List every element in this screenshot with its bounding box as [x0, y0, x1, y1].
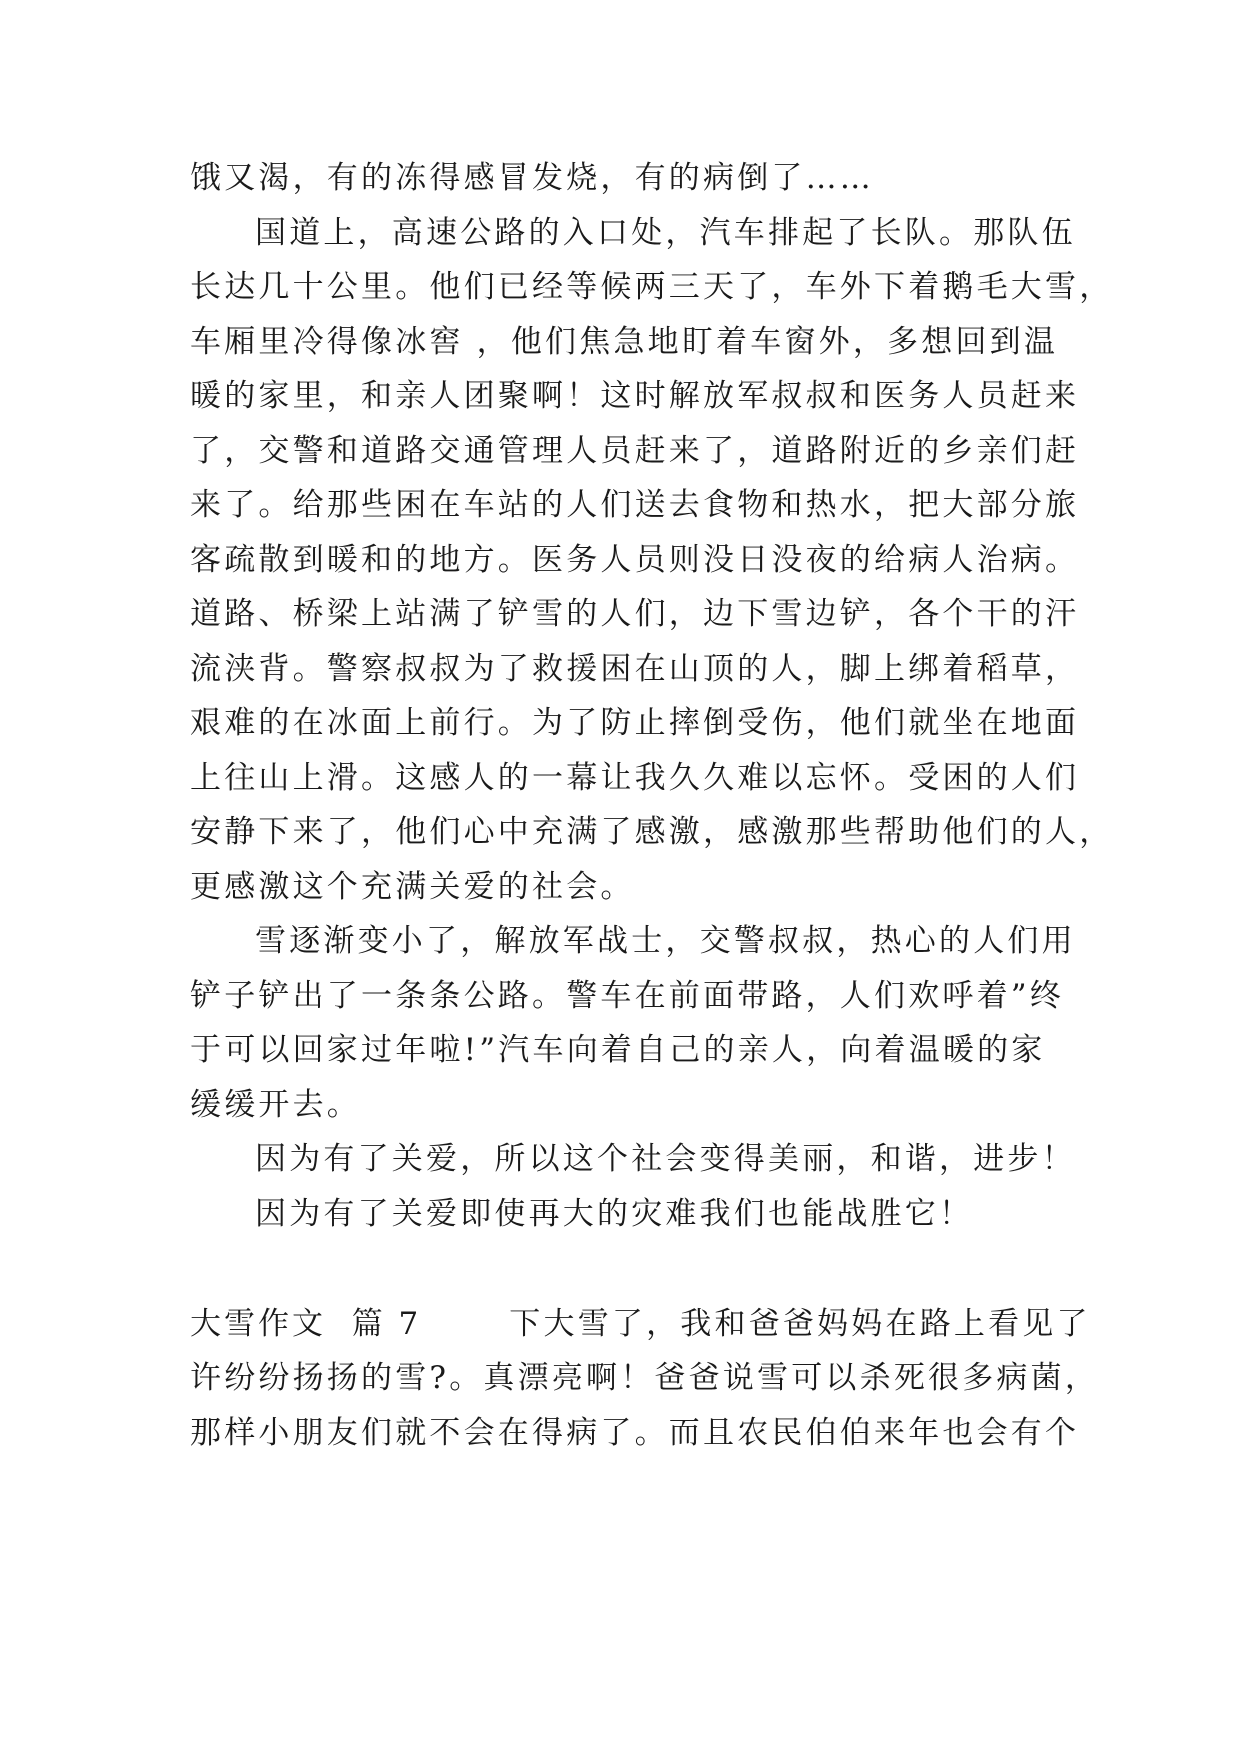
- paragraph-line: 许纷纷扬扬的雪?。真漂亮啊！爸爸说雪可以杀死很多病菌，: [190, 1360, 1100, 1396]
- paragraph-line: 国道上，高速公路的入口处，汽车排起了长队。那队伍: [255, 215, 1076, 251]
- paragraph-line: 铲子铲出了一条条公路。警车在前面带路，人们欢呼着”终: [190, 978, 1065, 1014]
- paragraph-line: 车厢里冷得像冰窖 ，他们焦急地盯着车窗外，多想回到温: [190, 324, 1059, 360]
- paragraph-line: 更感激这个充满关爱的社会。: [190, 869, 635, 905]
- paragraph-line: 饿又渴，有的冻得感冒发烧，有的病倒了……: [190, 160, 874, 196]
- paragraph-line: 长达几十公里。他们已经等候两三天了，车外下着鹅毛大雪，: [190, 269, 1114, 305]
- paragraph-line: 流浃背。警察叔叔为了救援困在山顶的人，脚上绑着稻草，: [190, 651, 1080, 687]
- paragraph-line: 来了。给那些困在车站的人们送去食物和热水，把大部分旅: [190, 487, 1080, 523]
- paragraph-line: 了，交警和道路交通管理人员赶来了，道路附近的乡亲们赶: [190, 433, 1080, 469]
- paragraph-line: 安静下来了，他们心中充满了感激，感激那些帮助他们的人，: [190, 814, 1114, 850]
- paragraph-line: 因为有了关爱，所以这个社会变得美丽，和谐，进步！: [255, 1141, 1076, 1177]
- section-label: 大雪作文 篇 7: [190, 1306, 422, 1342]
- paragraph-line: 缓缓开去。: [190, 1087, 361, 1123]
- section-heading-line: [190, 1304, 1091, 1344]
- paragraph-line: 因为有了关爱即使再大的灾难我们也能战胜它！: [255, 1196, 974, 1232]
- paragraph-line: 上往山上滑。这感人的一幕让我久久难以忘怀。受困的人们: [190, 760, 1080, 796]
- paragraph-line: 道路、桥梁上站满了铲雪的人们，边下雪边铲，各个干的汗: [190, 596, 1080, 632]
- paragraph-line: 那样小朋友们就不会在得病了。而且农民伯伯来年也会有个: [190, 1415, 1080, 1451]
- paragraph-line: 客疏散到暖和的地方。医务人员则没日没夜的给病人治病。: [190, 542, 1080, 578]
- paragraph-line: 雪逐渐变小了，解放军战士，交警叔叔，热心的人们用: [255, 923, 1076, 959]
- paragraph-line: 于可以回家过年啦!”汽车向着自己的亲人，向着温暖的家: [190, 1032, 1046, 1068]
- paragraph-line: 暖的家里，和亲人团聚啊！这时解放军叔叔和医务人员赶来: [190, 378, 1080, 414]
- section-first-line: 下大雪了，我和爸爸妈妈在路上看见了: [509, 1306, 1091, 1342]
- paragraph-line: 艰难的在冰面上前行。为了防止摔倒受伤，他们就坐在地面: [190, 705, 1080, 741]
